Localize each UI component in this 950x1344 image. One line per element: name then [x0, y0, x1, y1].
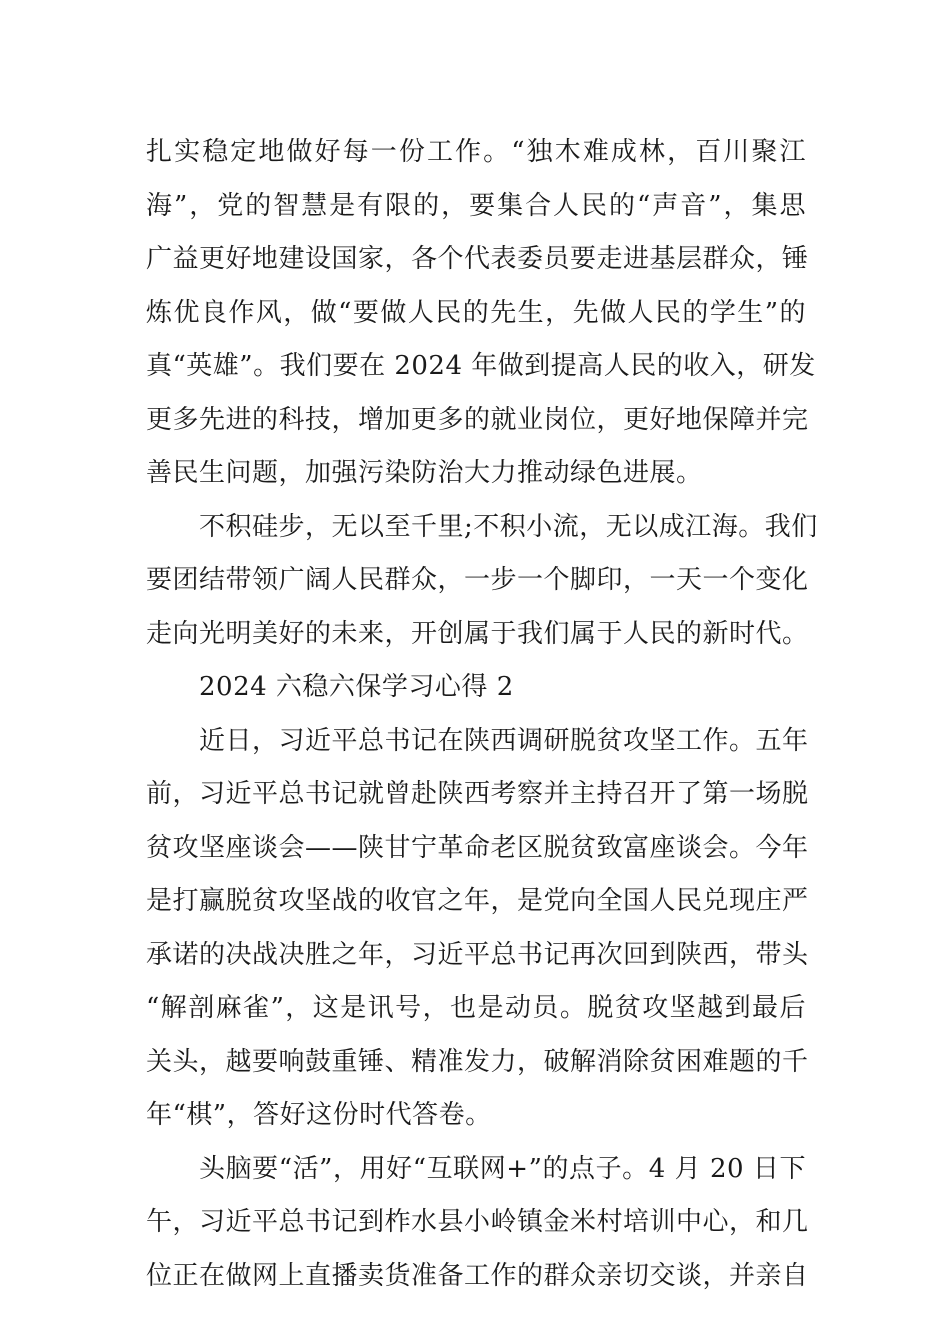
text-line: 承诺的决战决胜之年，习近平总书记再次回到陕西，带头	[146, 939, 809, 970]
text-line: 要团结带领广阔人民群众，一步一个脚印，一天一个变化	[146, 565, 809, 595]
text-line: 贫攻坚座谈会——陕甘宁革命老区脱贫致富座谈会。今年	[146, 832, 809, 863]
text-line: 扎实稳定地做好每一份工作。“独木难成林，百川聚江	[146, 137, 806, 167]
text-line: 海”，党的智慧是有限的，要集合人民的“声音”，集思	[146, 190, 806, 221]
text-line: 近日，习近平总书记在陕西调研脱贫攻坚工作。五年	[199, 725, 809, 756]
text-line: 2024 六稳六保学习心得 2	[199, 672, 514, 702]
text-line: “解剖麻雀”，这是讯号，也是动员。脱贫攻坚越到最后	[146, 993, 806, 1023]
text-line: 走向光明美好的未来，开创属于我们属于人民的新时代。	[146, 618, 809, 649]
text-line: 炼优良作风，做“要做人民的先生，先做人民的学生”的	[146, 297, 806, 328]
text-line: 真“英雄”。我们要在 2024 年做到提高人民的收入，研发	[146, 351, 816, 381]
document-body	[146, 126, 818, 1303]
text-line: 不积硅步，无以至千里;不积小流，无以成江海。我们	[199, 511, 818, 542]
text-line: 头脑要“活”，用好“互联网+”的点子。4 月 20 日下	[199, 1153, 806, 1184]
text-line: 更多先进的科技，增加更多的就业岗位，更好地保障并完	[146, 404, 809, 435]
text-line: 是打赢脱贫攻坚战的收官之年，是党向全国人民兑现庄严	[146, 886, 809, 916]
text-line: 善民生问题，加强污染防治大力推动绿色进展。	[146, 458, 703, 488]
text-line: 关头，越要响鼓重锤、精准发力，破解消除贫困难题的千	[146, 1046, 809, 1077]
text-line: 位正在做网上直播卖货准备工作的群众亲切交谈，并亲自	[146, 1260, 809, 1291]
text-line: 午，习近平总书记到柞水县小岭镇金米村培训中心，和几	[146, 1207, 809, 1237]
text-line: 广益更好地建设国家，各个代表委员要走进基层群众，锤	[146, 244, 809, 274]
text-line: 前，习近平总书记就曾赴陕西考察并主持召开了第一场脱	[146, 779, 809, 809]
text-line: 年“棋”，答好这份时代答卷。	[146, 1100, 492, 1130]
